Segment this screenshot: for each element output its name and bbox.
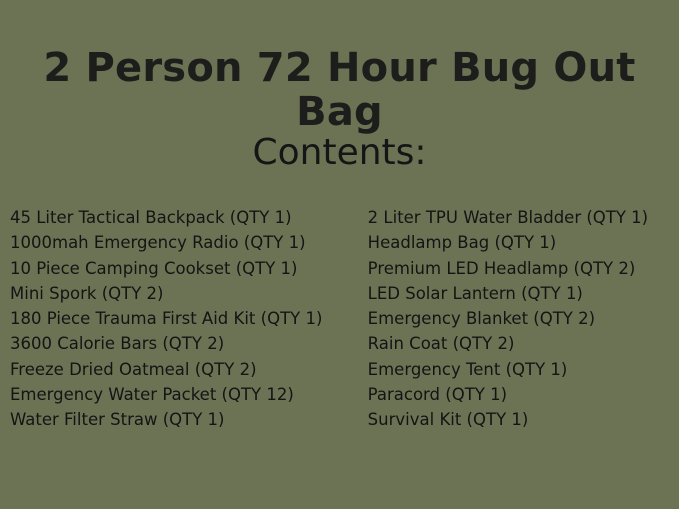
list-item: Freeze Dried Oatmeal (QTY 2) xyxy=(10,359,257,379)
list-item: 10 Piece Camping Cookset (QTY 1) xyxy=(10,258,298,278)
list-item: Headlamp Bag (QTY 1) xyxy=(367,233,557,253)
list-item: LED Solar Lantern (QTY 1) xyxy=(367,283,583,303)
list-item: Premium LED Headlamp (QTY 2) xyxy=(367,258,636,278)
list-item: 2 Liter TPU Water Bladder (QTY 1) xyxy=(367,208,649,227)
list-item: 45 Liter Tactical Backpack (QTY 1) xyxy=(10,208,292,227)
list-item: Paracord (QTY 1) xyxy=(367,385,508,405)
list-item: Mini Spork (QTY 2) xyxy=(10,283,164,303)
contents-right-column xyxy=(368,205,671,433)
list-item: Emergency Water Packet (QTY 12) xyxy=(10,385,294,405)
list-item: Rain Coat (QTY 2) xyxy=(367,334,515,354)
list-item: Emergency Tent (QTY 1) xyxy=(367,359,568,379)
contents-left-column xyxy=(10,205,368,433)
list-item: 3600 Calorie Bars (QTY 2) xyxy=(10,334,225,354)
contents-heading: Contents: xyxy=(252,132,427,173)
list-item: Emergency Blanket (QTY 2) xyxy=(367,309,596,329)
list-item: 1000mah Emergency Radio (QTY 1) xyxy=(10,233,306,253)
list-item: Survival Kit (QTY 1) xyxy=(367,410,529,430)
list-item: Water Filter Straw (QTY 1) xyxy=(10,410,225,430)
page-title: 2 Person 72 Hour Bug Out Bag xyxy=(43,45,636,135)
contents-columns xyxy=(0,205,679,433)
list-item: 180 Piece Trauma First Aid Kit (QTY 1) xyxy=(10,309,323,329)
